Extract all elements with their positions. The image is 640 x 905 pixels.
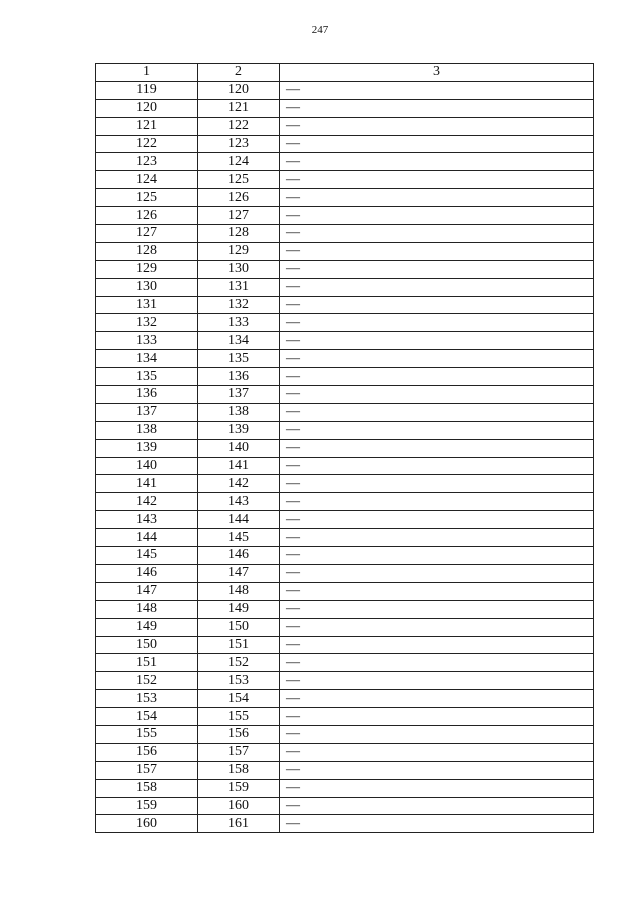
table-row: [96, 815, 594, 833]
cell-col-2: 139: [198, 421, 280, 439]
table-row: [96, 296, 594, 314]
cell-col-2: 126: [198, 189, 280, 207]
cell-col-1: 153: [96, 690, 198, 708]
cell-col-2: 125: [198, 171, 280, 189]
cell-col-3: —: [280, 511, 594, 529]
cell-col-2: 142: [198, 475, 280, 493]
cell-col-2: 147: [198, 564, 280, 582]
cell-col-3: —: [280, 296, 594, 314]
cell-col-3: —: [280, 636, 594, 654]
cell-col-2: 122: [198, 117, 280, 135]
table-row: [96, 260, 594, 278]
cell-col-3: —: [280, 761, 594, 779]
cell-col-2: 134: [198, 332, 280, 350]
cell-col-3: —: [280, 779, 594, 797]
cell-col-1: 140: [96, 457, 198, 475]
table-row: [96, 207, 594, 225]
table-row: [96, 779, 594, 797]
cell-col-3: —: [280, 672, 594, 690]
cell-col-3: —: [280, 475, 594, 493]
cell-col-2: 157: [198, 743, 280, 761]
cell-col-2: 144: [198, 511, 280, 529]
cell-col-1: 145: [96, 547, 198, 565]
cell-col-1: 124: [96, 171, 198, 189]
cell-col-3: —: [280, 117, 594, 135]
cell-col-2: 131: [198, 278, 280, 296]
cell-col-1: 138: [96, 421, 198, 439]
cell-col-3: —: [280, 725, 594, 743]
table-row: [96, 618, 594, 636]
table-row: [96, 761, 594, 779]
table-row: [96, 725, 594, 743]
cell-col-1: 155: [96, 725, 198, 743]
cell-col-2: 148: [198, 582, 280, 600]
cell-col-1: 126: [96, 207, 198, 225]
cell-col-2: 145: [198, 529, 280, 547]
cell-col-1: 119: [96, 81, 198, 99]
cell-col-3: —: [280, 189, 594, 207]
table-row: [96, 350, 594, 368]
cell-col-1: 131: [96, 296, 198, 314]
cell-col-2: 124: [198, 153, 280, 171]
cell-col-3: —: [280, 260, 594, 278]
table-row: [96, 386, 594, 404]
table-row: [96, 117, 594, 135]
cell-col-3: —: [280, 582, 594, 600]
cell-col-2: 138: [198, 403, 280, 421]
cell-col-3: —: [280, 332, 594, 350]
cell-col-3: —: [280, 618, 594, 636]
column-header-3: 3: [280, 64, 594, 82]
cell-col-1: 148: [96, 600, 198, 618]
cell-col-2: 155: [198, 708, 280, 726]
cell-col-1: 147: [96, 582, 198, 600]
cell-col-2: 120: [198, 81, 280, 99]
cell-col-3: —: [280, 439, 594, 457]
table-row: [96, 564, 594, 582]
cell-col-3: —: [280, 457, 594, 475]
cell-col-2: 153: [198, 672, 280, 690]
cell-col-1: 146: [96, 564, 198, 582]
table-row: [96, 797, 594, 815]
table-row: [96, 672, 594, 690]
cell-col-2: 156: [198, 725, 280, 743]
cell-col-2: 152: [198, 654, 280, 672]
column-header-1: 1: [96, 64, 198, 82]
cell-col-2: 121: [198, 99, 280, 117]
cell-col-2: 149: [198, 600, 280, 618]
table-header-row: [96, 64, 594, 82]
table-row: [96, 135, 594, 153]
table-row: [96, 547, 594, 565]
cell-col-1: 120: [96, 99, 198, 117]
table-row: [96, 439, 594, 457]
cell-col-2: 151: [198, 636, 280, 654]
cell-col-1: 152: [96, 672, 198, 690]
cell-col-2: 132: [198, 296, 280, 314]
cell-col-3: —: [280, 708, 594, 726]
cell-col-1: 158: [96, 779, 198, 797]
cell-col-3: —: [280, 564, 594, 582]
table-row: [96, 421, 594, 439]
cell-col-3: —: [280, 135, 594, 153]
cell-col-3: —: [280, 99, 594, 117]
table-row: [96, 314, 594, 332]
table-row: [96, 189, 594, 207]
cell-col-1: 149: [96, 618, 198, 636]
table-row: [96, 743, 594, 761]
cell-col-3: —: [280, 153, 594, 171]
cell-col-1: 130: [96, 278, 198, 296]
cell-col-3: —: [280, 815, 594, 833]
table-row: [96, 600, 594, 618]
cell-col-2: 150: [198, 618, 280, 636]
cell-col-3: —: [280, 242, 594, 260]
cell-col-1: 137: [96, 403, 198, 421]
data-table: [95, 63, 594, 833]
cell-col-2: 130: [198, 260, 280, 278]
table-row: [96, 153, 594, 171]
cell-col-1: 142: [96, 493, 198, 511]
cell-col-1: 122: [96, 135, 198, 153]
cell-col-1: 156: [96, 743, 198, 761]
cell-col-3: —: [280, 421, 594, 439]
cell-col-2: 127: [198, 207, 280, 225]
cell-col-1: 123: [96, 153, 198, 171]
table-row: [96, 368, 594, 386]
cell-col-1: 141: [96, 475, 198, 493]
cell-col-3: —: [280, 797, 594, 815]
cell-col-3: —: [280, 350, 594, 368]
cell-col-1: 159: [96, 797, 198, 815]
table-row: [96, 475, 594, 493]
cell-col-3: —: [280, 690, 594, 708]
cell-col-3: —: [280, 547, 594, 565]
cell-col-3: —: [280, 743, 594, 761]
cell-col-1: 151: [96, 654, 198, 672]
cell-col-1: 125: [96, 189, 198, 207]
table-row: [96, 99, 594, 117]
cell-col-2: 154: [198, 690, 280, 708]
cell-col-2: 160: [198, 797, 280, 815]
table-body: [96, 81, 594, 832]
table-row: [96, 242, 594, 260]
cell-col-3: —: [280, 493, 594, 511]
cell-col-2: 141: [198, 457, 280, 475]
cell-col-3: —: [280, 81, 594, 99]
table-row: [96, 225, 594, 243]
page-number: 247: [311, 24, 329, 36]
table-row: [96, 529, 594, 547]
cell-col-1: 139: [96, 439, 198, 457]
cell-col-3: —: [280, 386, 594, 404]
cell-col-1: 160: [96, 815, 198, 833]
cell-col-1: 136: [96, 386, 198, 404]
cell-col-1: 157: [96, 761, 198, 779]
cell-col-2: 159: [198, 779, 280, 797]
cell-col-1: 154: [96, 708, 198, 726]
table-row: [96, 493, 594, 511]
cell-col-3: —: [280, 654, 594, 672]
cell-col-3: —: [280, 278, 594, 296]
cell-col-1: 132: [96, 314, 198, 332]
cell-col-1: 128: [96, 242, 198, 260]
cell-col-3: —: [280, 600, 594, 618]
cell-col-3: —: [280, 368, 594, 386]
cell-col-1: 133: [96, 332, 198, 350]
cell-col-1: 129: [96, 260, 198, 278]
cell-col-2: 137: [198, 386, 280, 404]
table-row: [96, 690, 594, 708]
cell-col-1: 121: [96, 117, 198, 135]
table-row: [96, 582, 594, 600]
cell-col-3: —: [280, 403, 594, 421]
table-row: [96, 332, 594, 350]
cell-col-1: 144: [96, 529, 198, 547]
table-row: [96, 171, 594, 189]
cell-col-2: 129: [198, 242, 280, 260]
cell-col-1: 134: [96, 350, 198, 368]
cell-col-1: 143: [96, 511, 198, 529]
table-row: [96, 511, 594, 529]
cell-col-3: —: [280, 171, 594, 189]
cell-col-1: 150: [96, 636, 198, 654]
cell-col-2: 135: [198, 350, 280, 368]
cell-col-3: —: [280, 225, 594, 243]
table-row: [96, 403, 594, 421]
cell-col-2: 136: [198, 368, 280, 386]
table-row: [96, 81, 594, 99]
table-row: [96, 636, 594, 654]
cell-col-1: 127: [96, 225, 198, 243]
cell-col-2: 140: [198, 439, 280, 457]
table-row: [96, 708, 594, 726]
cell-col-1: 135: [96, 368, 198, 386]
cell-col-3: —: [280, 207, 594, 225]
cell-col-2: 161: [198, 815, 280, 833]
cell-col-2: 158: [198, 761, 280, 779]
table-row: [96, 654, 594, 672]
cell-col-3: —: [280, 314, 594, 332]
table-row: [96, 457, 594, 475]
column-header-2: 2: [198, 64, 280, 82]
cell-col-2: 143: [198, 493, 280, 511]
cell-col-2: 133: [198, 314, 280, 332]
cell-col-3: —: [280, 529, 594, 547]
cell-col-2: 146: [198, 547, 280, 565]
table-row: [96, 278, 594, 296]
cell-col-2: 123: [198, 135, 280, 153]
cell-col-2: 128: [198, 225, 280, 243]
